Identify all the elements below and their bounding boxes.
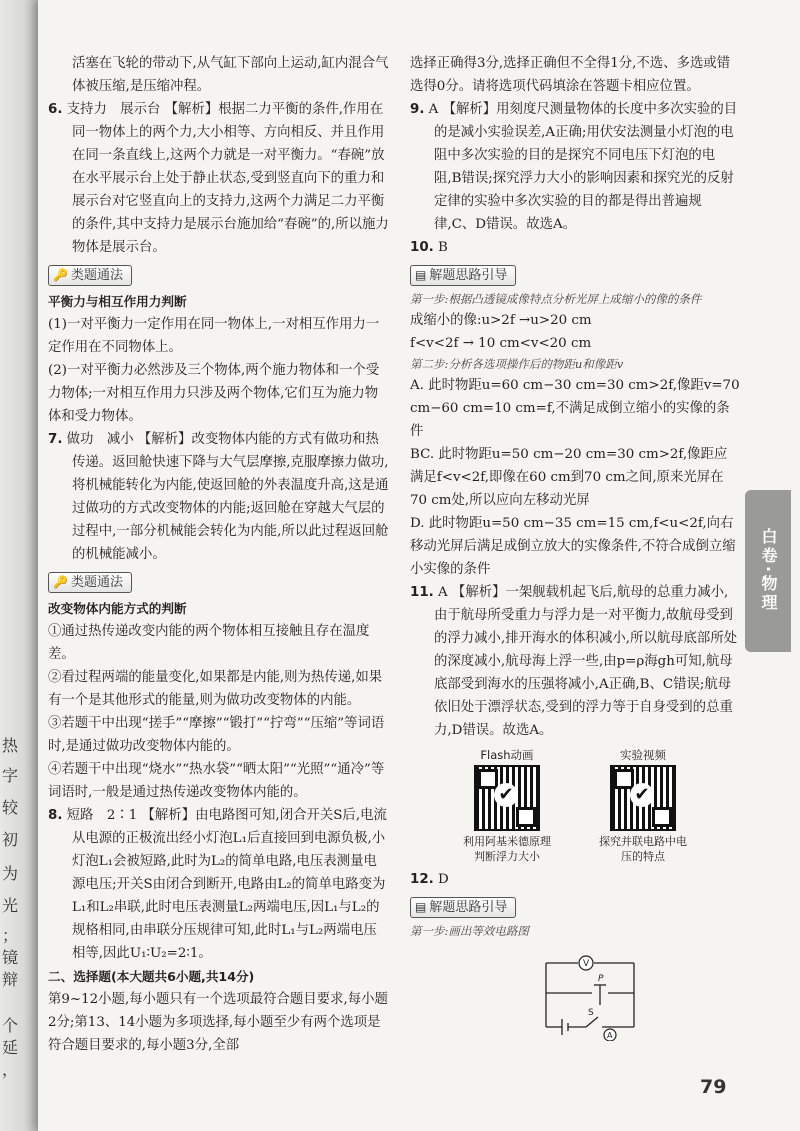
check-icon: ✔	[494, 783, 518, 807]
point-label: P	[598, 974, 604, 984]
gutter-fragment: 辩	[2, 970, 19, 989]
answer-text: 短路 2∶1 【解析】由电路图可知,闭合开关S后,电流从电源的正极流出经小灯泡L₁后直接回到电源负极,小灯泡L₁会被短路,此时为L₂的简单电路,电压表测量电源电压;开关S由闭合到断开,电路由L₂的简单电路变为L₁和L₂串联,此时电压表测量L₂两端电压,因L₁与L₂的规格相同,由串联分压规律可知,此时L₁与L₂两端电压相等,因此U₁∶U₂=2∶1。	[66, 808, 387, 961]
guide-step: 第一步:画出等效电路图	[410, 924, 529, 938]
gutter-fragment: ；	[2, 926, 19, 945]
method-heading: 平衡力与相互作用力判断	[48, 294, 187, 309]
gutter-fragment: 较	[2, 798, 19, 817]
gutter-fragment: 个	[2, 1016, 19, 1035]
gutter-fragment: 镜	[2, 948, 19, 967]
qr-flash-animation[interactable]	[459, 748, 555, 864]
question-8	[48, 804, 390, 965]
answer-text: B	[438, 240, 448, 255]
gutter-fragment: 字	[2, 766, 19, 785]
left-column	[48, 52, 390, 1057]
gutter-fragment: 延	[2, 1038, 19, 1057]
answer-text: A 【解析】用刻度尺测量物体的长度中多次实验的目的是减小实验误差,A正确;用伏安法测量小灯泡的电阻中多次实验的目的是探究不同电压下灯泡的电阻,B错误;探究浮力大小的影响因素和探究光的反射定律的实验中多次实验的目的都是得出普遍规律,C、D错误。故选A。	[428, 102, 738, 232]
question-number: 12.	[410, 872, 434, 887]
method-item: ④若题干中出现“烧水”“热水袋”“晒太阳”“光照”“通冷”等词语时,一般是通过热传递改变物体内能的。	[48, 762, 385, 800]
section-heading: 二、选择题(本大题共6小题,共14分)	[48, 969, 255, 984]
answer-text: D	[438, 872, 449, 887]
guide-step: 第一步:根据凸透镜成像特点分析光屏上成缩小的像的条件	[410, 292, 702, 306]
gutter-fragment: 为	[2, 864, 19, 883]
page-number: 79	[700, 1076, 727, 1098]
question-number: 10.	[410, 240, 434, 255]
qr-code-icon[interactable]	[610, 765, 676, 831]
method-tag	[48, 265, 132, 286]
method-item: (2)一对平衡力必然涉及三个物体,两个施力物体和一个受力物体;一对相互作用力只涉及两个物体,它们互为施力物体和受力物体。	[48, 363, 380, 424]
answer-text: 做功 减小 【解析】改变物体内能的方式有做功和热传递。返回舱快速下降与大气层摩擦,克服摩擦力做功,将机械能转化为内能,使返回舱的外表温度升高,这是通过做功的方式改变物体的内能;返回舱在穿越大气层的过程中,一部分机械能会转化为内能,所以此过程返回舱的机械能减小。	[66, 432, 389, 562]
question-12	[410, 868, 740, 891]
qr-code-icon[interactable]	[474, 765, 540, 831]
question-number: 8.	[48, 808, 63, 823]
question-number: 9.	[410, 102, 425, 117]
qr-caption: 探究并联电路中电压的特点	[599, 835, 687, 863]
method-item: ②看过程两端的能量变化,如果都是内能,则为热传递,如果有一个是其他形式的能量,则为做功改变物体的内能。	[48, 670, 383, 708]
tag-label: 类题通法	[70, 575, 123, 590]
voltmeter-label: V	[583, 959, 590, 969]
right-column	[410, 52, 740, 1049]
method-heading: 改变物体内能方式的判断	[48, 601, 187, 616]
question-9	[410, 98, 740, 236]
guide-tag	[410, 265, 516, 286]
check-icon: ✔	[630, 783, 654, 807]
question-number: 11.	[410, 585, 434, 600]
guide-tag	[410, 897, 516, 918]
section-instructions-cont: 选择正确得3分,选择正确但不全得1分,不选、多选或错选得0分。请将选项代码填涂在答题卡相应位置。	[410, 56, 731, 94]
qr-caption: 利用阿基米德原理判断浮力大小	[463, 835, 551, 863]
gutter-fragment: 初	[2, 830, 19, 849]
gutter-fragment: 热	[2, 736, 19, 755]
qr-title: Flash动画	[480, 748, 534, 762]
condition-line: 成缩小的像:u>2f →u>20 cm	[410, 313, 592, 328]
ammeter-label: A	[607, 1031, 613, 1040]
tag-label: 类题通法	[70, 268, 123, 283]
qr-code-row	[410, 748, 740, 864]
equivalent-circuit-diagram	[538, 949, 642, 1041]
option-analysis: A. 此时物距u=60 cm−30 cm=30 cm>2f,像距v=70 cm−60 cm=10 cm=f,不满足成倒立缩小的实像的条件	[410, 378, 740, 439]
section-instructions: 第9~12小题,每小题只有一个选项最符合题目要求,每小题2分;第13、14小题为多项选择,每小题至少有两个选项是符合题目要求的,每小题3分,全部	[48, 992, 388, 1053]
answer-text: A 【解析】一架舰载机起飞后,航母的总重力减小,由于航母所受重力与浮力是一对平衡力,故航母受到的浮力减小,排开海水的体积减小,所以航母底部所处的深度减小,航母海上浮一些,由p=ρ海gh可知,航母底部受到海水的压强将减小,A正确,B、C错误;航母依旧处于漂浮状态,受到的浮力等于自身受到的总重力,D错误。故选A。	[434, 585, 738, 738]
question-number: 7.	[48, 432, 63, 447]
subject-side-tab: 白卷·物理	[745, 490, 791, 652]
previous-page-gutter	[0, 0, 38, 1131]
question-7	[48, 428, 390, 566]
gutter-fragment: 光	[2, 896, 19, 915]
tag-label: 解题思路引导	[429, 268, 508, 283]
book-icon: ▤	[415, 268, 427, 282]
question-10	[410, 236, 740, 259]
method-tag	[48, 572, 132, 593]
question-11	[410, 581, 740, 742]
tag-label: 解题思路引导	[429, 900, 508, 915]
switch-label: S	[588, 1008, 594, 1018]
method-item: (1)一对平衡力一定作用在同一物体上,一对相互作用力一定作用在不同物体上。	[48, 317, 380, 355]
key-icon: 🔑	[53, 268, 68, 282]
option-analysis: D. 此时物距u=50 cm−35 cm=15 cm,f<u<2f,向右移动光屏后满足成倒立放大的实像条件,不符合成倒立缩小实像的条件	[410, 516, 736, 577]
book-icon: ▤	[415, 900, 427, 914]
method-item: ①通过热传递改变内能的两个物体相互接触且存在温度差。	[48, 624, 370, 662]
qr-title: 实验视频	[620, 748, 666, 762]
condition-line: f<v<2f → 10 cm<v<20 cm	[410, 336, 592, 351]
question-6	[48, 98, 390, 259]
answer-text: 支持力 展示台 【解析】根据二力平衡的条件,作用在同一物体上的两个力,大小相等、方向相反、并且作用在同一条直线上,这两个力就是一对平衡力。“春碗”放在水平展示台上处于静止状态,受到竖直向下的重力和展示台对它竖直向上的支持力,这两个力满足二力平衡的条件,其中支持力是展示台施加给“春碗”的,所以施力物体是展示台。	[66, 102, 389, 255]
option-analysis: BC. 此时物距u=50 cm−20 cm=30 cm>2f,像距应满足f<v<2f,即像在60 cm到70 cm之间,原来光屏在70 cm处,所以应向左移动光屏	[410, 447, 728, 508]
continued-paragraph: 活塞在飞轮的带动下,从气缸下部向上运动,缸内混合气体被压缩,是压缩冲程。	[72, 56, 389, 94]
qr-experiment-video[interactable]	[595, 748, 691, 864]
guide-step: 第二步:分析各选项操作后的物距u和像距v	[410, 357, 624, 371]
gutter-fragment: ，	[2, 1060, 19, 1079]
key-icon: 🔑	[53, 575, 68, 589]
question-number: 6.	[48, 102, 63, 117]
method-item: ③若题干中出现“搓手”“摩擦”“锻打”“拧弯”“压缩”等词语时,是通过做功改变物体内能的。	[48, 716, 385, 754]
